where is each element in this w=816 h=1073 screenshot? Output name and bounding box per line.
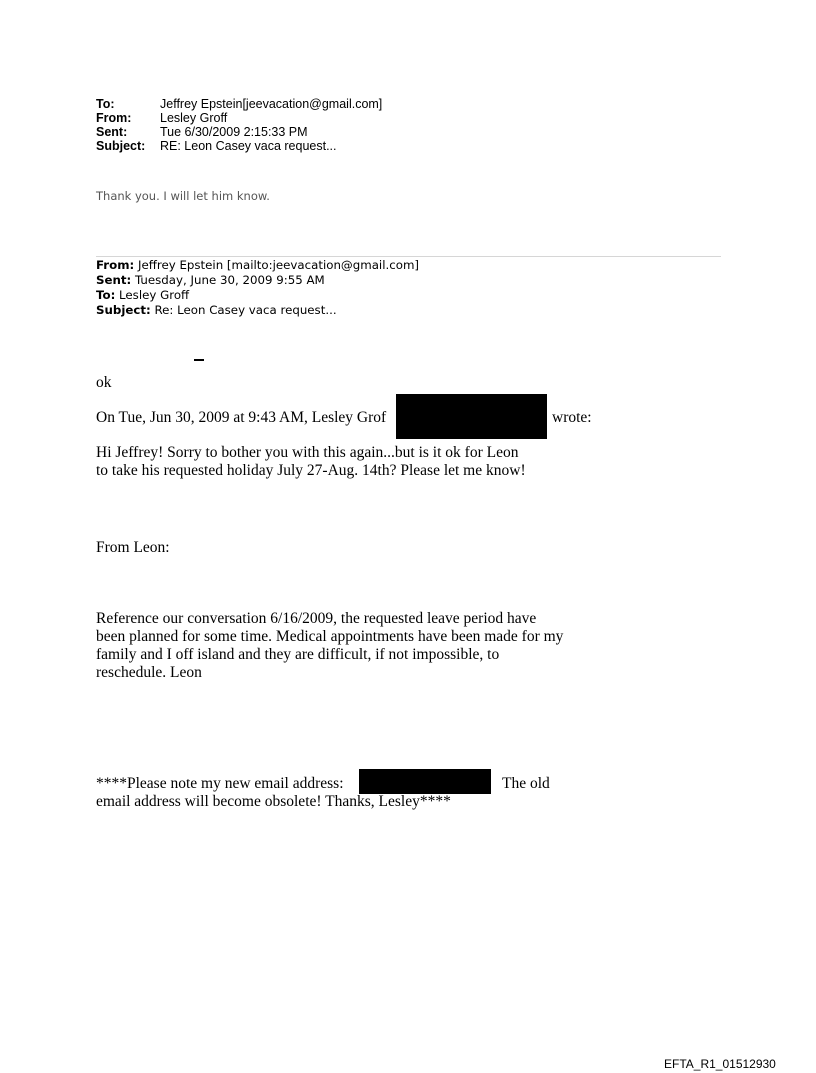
sent-value: Tue 6/30/2009 2:15:33 PM	[160, 125, 308, 139]
quoted-subject-row	[96, 303, 419, 318]
hi-line-1: Hi Jeffrey! Sorry to bother you with this again...but is it ok for Leon	[96, 444, 519, 461]
quoted-to-label: To:	[96, 288, 116, 302]
to-value: Jeffrey Epstein[jeevacation@gmail.com]	[160, 97, 383, 111]
note-line-1-end: The old	[502, 775, 550, 792]
note-line-1-start: ****Please note my new email address:	[96, 775, 344, 792]
divider-line	[96, 256, 721, 257]
document-id: EFTA_R1_01512930	[664, 1057, 776, 1071]
ref-line-4: reschedule. Leon	[96, 664, 202, 681]
sent-label: Sent:	[96, 125, 128, 139]
from-label: From:	[96, 111, 132, 125]
quoted-subject-value: Re: Leon Casey vaca request...	[150, 303, 337, 317]
ref-line-1: Reference our conversation 6/16/2009, the requested leave period have	[96, 610, 537, 627]
from-value: Lesley Groff	[160, 111, 228, 125]
quoted-from-value: Jeffrey Epstein [mailto:jeevacation@gmail.com]	[134, 258, 420, 272]
subject-label: Subject:	[96, 139, 146, 153]
redaction-box	[359, 769, 491, 794]
quoted-from-label: From:	[96, 258, 135, 272]
redaction-box	[396, 394, 547, 439]
quoted-sent-row	[96, 273, 419, 288]
to-label: To:	[96, 97, 115, 111]
hi-line-2: to take his requested holiday July 27-Aug. 14th? Please let me know!	[96, 462, 526, 479]
quoted-to-value: Lesley Groff	[115, 288, 190, 302]
body-ok: ok	[96, 374, 112, 391]
quoted-sent-label: Sent:	[96, 273, 132, 287]
subject-value: RE: Leon Casey vaca request...	[160, 139, 337, 153]
on-line-end: wrote:	[552, 409, 592, 426]
quoted-sent-value: Tuesday, June 30, 2009 9:55 AM	[131, 273, 325, 287]
quoted-from-row	[96, 258, 419, 273]
on-line-start: On Tue, Jun 30, 2009 at 9:43 AM, Lesley Grof	[96, 409, 387, 426]
dash-mark	[194, 359, 204, 361]
quoted-header	[96, 258, 419, 318]
note-line-2: email address will become obsolete! Thanks, Lesley****	[96, 793, 451, 810]
quoted-subject-label: Subject:	[96, 303, 151, 317]
reply-text: Thank you. I will let him know.	[96, 189, 270, 203]
ref-line-2: been planned for some time. Medical appointments have been made for my	[96, 628, 564, 645]
from-leon: From Leon:	[96, 539, 170, 556]
quoted-to-row	[96, 288, 419, 303]
ref-line-3: family and I off island and they are difficult, if not impossible, to	[96, 646, 500, 663]
